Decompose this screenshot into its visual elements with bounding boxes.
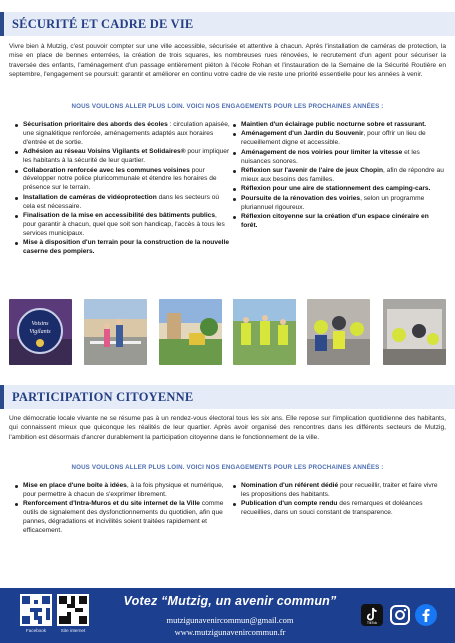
engagements-subheading: NOUS VOULONS ALLER PLUS LOIN. VOICI NOS ENGAGEMENTS POUR LES PROCHAINES ANNÉES : [71, 103, 384, 110]
qr-code-icon[interactable] [57, 594, 89, 626]
item-bold-text: Aménagement d'un Jardin du Souvenir [241, 130, 364, 138]
engagements-list-right [232, 482, 446, 519]
list-item [14, 167, 230, 194]
item-bold-text: Adhésion au réseau Voisins Vigilants et Solidaires® [23, 148, 186, 156]
item-text: , à la fois physique et numérique, pour permettre à chacun de s'exprimer librement. [23, 482, 224, 498]
tiktok-icon[interactable] [361, 604, 383, 626]
engagements-list-left [14, 121, 230, 258]
item-bold-text: Installation de caméras de vidéoprotection [23, 193, 157, 201]
list-item [232, 167, 446, 185]
photo-strip [9, 299, 446, 365]
item-text: pour impliquer les habitants à la sécurité de leur quartier. [23, 148, 230, 165]
item-text: des remarques et doléances recueillies, dans un souci constant de transparence. [241, 500, 423, 517]
qr-label-facebook: Facebook [25, 628, 47, 633]
item-text: et les nuisances sonores. [241, 148, 420, 165]
item-bold-text: Réflexion citoyenne sur la création d'un espace cinéraire en forêt. [241, 213, 429, 229]
list-item [232, 185, 446, 194]
section-header-participation [0, 385, 455, 409]
item-bold-text: Finalisation de la mise en accessibilité des bâtiments publics [23, 212, 216, 220]
item-bold-text: Poursuite de la rénovation des voiries [241, 194, 361, 202]
photo-road-safety [383, 299, 446, 365]
tiktok-label: TikTok [366, 621, 378, 625]
photo-safety-vests [233, 299, 296, 365]
item-text: , selon un programme pluriannuel rigoureux. [241, 194, 425, 211]
slogan: Votez “Mutzig, un avenir commun” [123, 594, 337, 608]
list-item [232, 121, 446, 130]
item-bold-text: Renforcement d'Intra-Muros et du site internet de la Ville [23, 500, 200, 508]
footer [0, 588, 455, 643]
list-item [232, 213, 446, 231]
list-item [232, 482, 446, 500]
item-text: , afin de répondre au mieux aux besoins des familles. [241, 167, 444, 183]
badge-text-2: Vigilants [29, 329, 51, 335]
engagements-list-left [14, 482, 230, 536]
list-item [14, 121, 230, 148]
photo-square [159, 299, 222, 365]
contact-website[interactable]: www.mutzigunavenircommun.fr [174, 627, 286, 637]
badge-text-1: Voisins [31, 321, 49, 327]
list-item [232, 149, 446, 167]
list-item [14, 194, 230, 212]
item-text: pour recueillir, traiter et faire vivre les propositions des habitants. [241, 482, 438, 498]
photo-voisins-vigilants [9, 299, 72, 365]
engagements-list-right [232, 121, 446, 231]
intro-paragraph: Une démocratie locale vivante ne se résume pas à un rendez-vous électoral tous les six ans. Elle repose sur l'implication quotidienne des habitants, qui connaissent mieux que quiconque les réalités de leur quartier. Après avoir organisé des rencontres dans les différents secteurs de Mutzig, l'ambition est désormais d'ancrer durablement la participation citoyenne dans le fonctionnement de la ville. [9, 415, 446, 441]
list-item [14, 148, 230, 166]
item-text: : circulation apaisée, une signalétique renforcée, aménagements adaptés aux horaires d'entrée et de sortie. [23, 121, 230, 146]
item-bold-text: Mise en place d'une boîte à idées [23, 482, 127, 489]
qr-code-icon[interactable] [20, 594, 52, 626]
item-bold-text: Réflexion pour une aire de stationnement des camping-cars. [241, 185, 431, 193]
list-item [14, 482, 230, 500]
item-text: , pour garantir à chacun, quel que soit son handicap, l'accès à tous les services municipaux. [23, 212, 225, 237]
list-item [232, 195, 446, 213]
item-text: pour développer notre police pluricommunale et étendre les horaires de présence sur le terrain. [23, 166, 217, 192]
item-bold-text: Mise à disposition d'un terrain pour la construction de la nouvelle caserne des pompiers. [23, 239, 230, 256]
list-item [232, 130, 446, 148]
item-text: comme outils de signalement des dysfonctionnements du quotidien, afin que pannes, dégradations et incivilités soient traitées rapidement et efficacement. [23, 500, 224, 535]
photo-school-crossing [84, 299, 147, 365]
item-text: , pour offrir un lieu de recueillement digne et accessible. [241, 130, 426, 147]
item-bold-text: Publication d'un compte rendu [241, 500, 338, 508]
instagram-icon[interactable] [389, 604, 411, 626]
engagements-subheading: NOUS VOULONS ALLER PLUS LOIN. VOICI NOS ENGAGEMENTS POUR LES PROCHAINES ANNÉES : [71, 464, 384, 471]
item-bold-text: Sécurisation prioritaire des abords des écoles [23, 121, 168, 128]
section-header-securite [0, 12, 455, 36]
section-title: PARTICIPATION CITOYENNE [12, 390, 194, 404]
list-item [14, 212, 230, 239]
item-bold-text: Maintien d'un éclairage public nocturne sobre et rassurant. [241, 121, 427, 128]
item-bold-text: Nomination d'un référent dédié [241, 482, 339, 489]
contact-email[interactable]: mutzigunavenircommun@gmail.com [166, 615, 294, 625]
intro-paragraph: Vivre bien à Mutzig, c'est pouvoir compter sur une ville accessible, sécurisée et attentive à chacun. Après l'installation de caméras de protection, la mise en place de bennes enterrées, la création de trois squares, les nombreuses rues rénovées, le recrutement d'un agent pour sécuriser la traversée des enfants, l'aménagement d'un passage entièrement piéton à l'école Rohan et l'instauration de la Semaine de la Sécurité Routière en septembre, l'engagement se poursuit: garantir et améliorer en continu votre cadre de vie reste une priorité essentielle pour les années à venir. [9, 43, 446, 78]
item-bold-text: Aménagement de nos voiries pour limiter la vitesse [241, 148, 403, 156]
section-title: SÉCURITÉ ET CADRE DE VIE [12, 17, 194, 31]
photo-children-helmets [307, 299, 370, 365]
list-item [232, 500, 446, 518]
item-text: dans les secteurs où cela est nécessaire. [23, 193, 220, 210]
qr-label-site: Site internet [60, 628, 86, 633]
item-bold-text: Réflexion sur l'avenir de l'aire de jeux Chopin [241, 167, 384, 175]
facebook-icon[interactable] [415, 604, 437, 626]
item-bold-text: Collaboration renforcée avec les communes voisines [23, 166, 190, 174]
list-item [14, 239, 230, 257]
list-item [14, 500, 230, 536]
